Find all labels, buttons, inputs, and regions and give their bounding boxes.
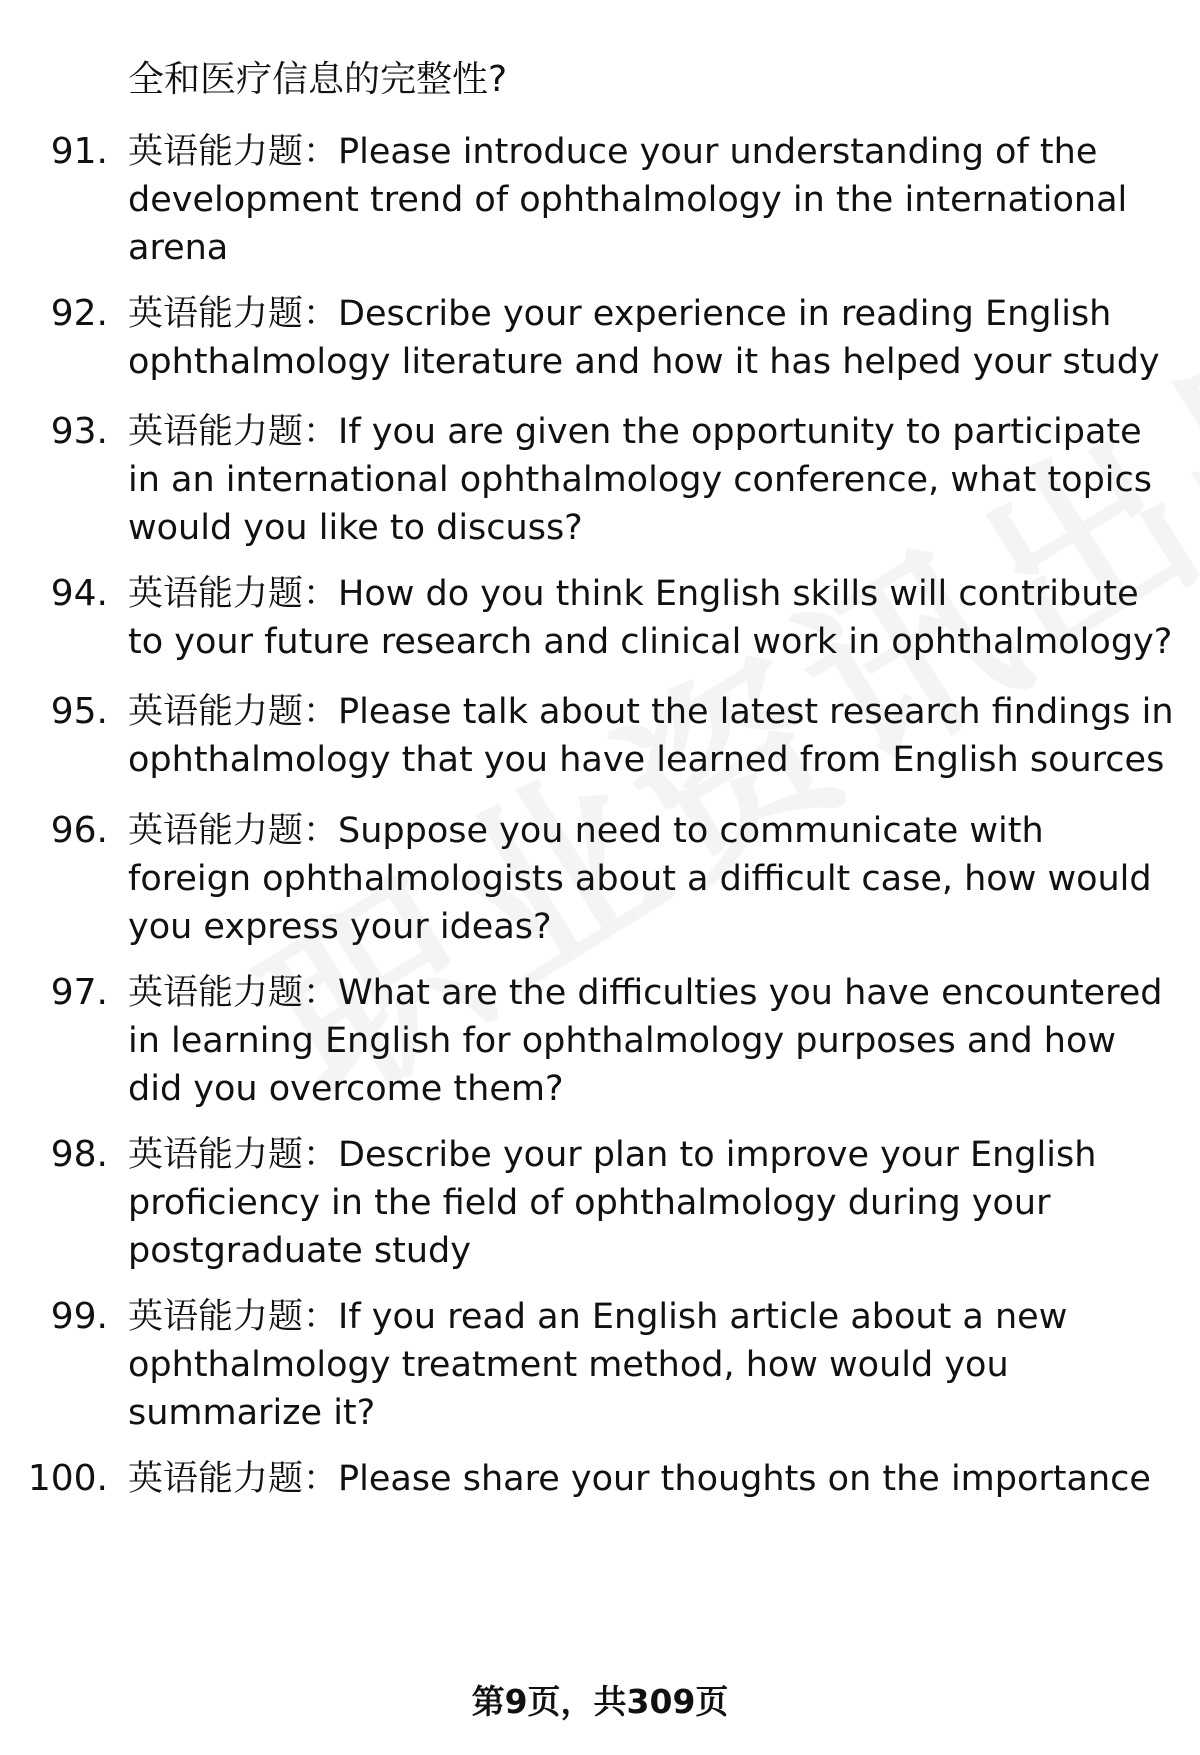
question-line: 英语能力题：If you read an English article about a new bbox=[128, 1297, 1068, 1337]
question-number: 93. bbox=[50, 411, 108, 452]
question-line: would you like to discuss? bbox=[128, 508, 583, 548]
question-line: ophthalmology literature and how it has helped your study bbox=[128, 342, 1160, 382]
question-text bbox=[128, 408, 1168, 552]
question-text bbox=[128, 570, 1173, 666]
question-text bbox=[128, 128, 1168, 272]
question-number: 98. bbox=[50, 1134, 108, 1175]
question-line: 英语能力题：Describe your experience in reading English bbox=[128, 294, 1112, 334]
question-line: arena bbox=[128, 228, 229, 268]
question-line: ophthalmology treatment method, how would you bbox=[128, 1345, 1009, 1385]
question-line: to your future research and clinical work in ophthalmology? bbox=[128, 622, 1173, 662]
question-line: 英语能力题：Please introduce your understanding of the bbox=[128, 132, 1098, 172]
question-number: 95. bbox=[50, 691, 108, 732]
question-text bbox=[128, 807, 1168, 951]
question-line: 英语能力题：Please talk about the latest research findings in bbox=[128, 692, 1174, 732]
question-line: development trend of ophthalmology in the international bbox=[128, 180, 1128, 220]
question-text bbox=[128, 688, 1174, 784]
question-line: 英语能力题：Please share your thoughts on the importance bbox=[128, 1459, 1151, 1499]
question-text bbox=[128, 969, 1168, 1113]
question-line: foreign ophthalmologists about a difficult case, how would bbox=[128, 859, 1152, 899]
question-line: 英语能力题：Describe your plan to improve your English bbox=[128, 1135, 1097, 1175]
question-number: 99. bbox=[50, 1296, 108, 1337]
question-number: 92. bbox=[50, 293, 108, 334]
question-line: in an international ophthalmology conference, what topics bbox=[128, 460, 1153, 500]
continued-question-text: 全和医疗信息的完整性? bbox=[128, 59, 508, 100]
question-number: 91. bbox=[50, 131, 108, 172]
question-text bbox=[128, 1293, 1168, 1437]
question-text bbox=[128, 290, 1168, 386]
question-line: 英语能力题：What are the difficulties you have encountered bbox=[128, 973, 1163, 1013]
question-line: postgraduate study bbox=[128, 1231, 471, 1271]
question-line: did you overcome them? bbox=[128, 1069, 564, 1109]
question-line: summarize it? bbox=[128, 1393, 376, 1433]
question-number: 100. bbox=[27, 1458, 108, 1499]
question-line: in learning English for ophthalmology purposes and how bbox=[128, 1021, 1117, 1061]
question-number: 94. bbox=[50, 573, 108, 614]
question-number: 97. bbox=[50, 972, 108, 1013]
question-text bbox=[128, 1455, 1168, 1503]
question-line: 英语能力题：Suppose you need to communicate with bbox=[128, 811, 1044, 851]
question-line: 英语能力题：How do you think English skills will contribute bbox=[128, 574, 1139, 614]
question-line: ophthalmology that you have learned from English sources bbox=[128, 740, 1165, 780]
page-footer: 第9页，共309页 bbox=[471, 1682, 729, 1721]
question-number: 96. bbox=[50, 810, 108, 851]
question-text bbox=[128, 1131, 1168, 1275]
question-line: you express your ideas? bbox=[128, 907, 552, 947]
question-line: proficiency in the field of ophthalmology during your bbox=[128, 1183, 1051, 1223]
question-line: 英语能力题：If you are given the opportunity to participate bbox=[128, 412, 1142, 452]
